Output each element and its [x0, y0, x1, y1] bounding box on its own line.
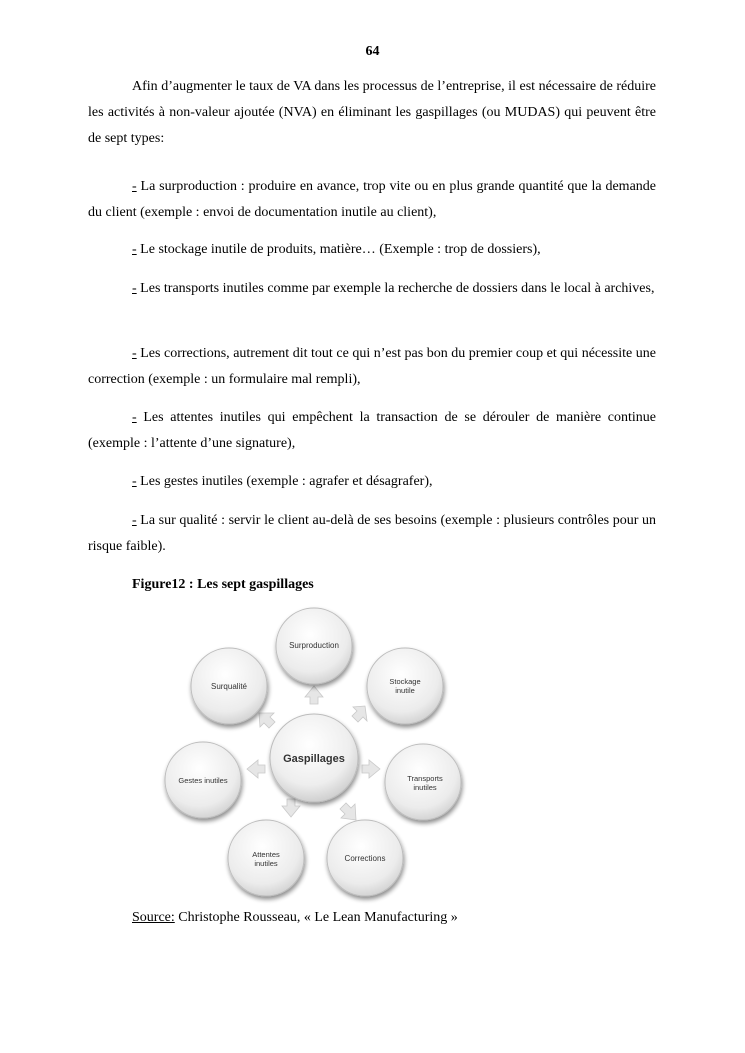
- source-label: Source:: [132, 910, 175, 925]
- label-corrections: Corrections: [344, 854, 386, 863]
- arrow-left-icon: [247, 760, 265, 778]
- label-gaspillages: Gaspillages: [283, 753, 345, 765]
- source-line: [132, 905, 458, 931]
- label-transports-1: Transports: [407, 774, 443, 783]
- list-item-text: Les gestes inutiles (exemple : agrafer et désagrafer),: [140, 474, 433, 489]
- label-stockage-1: Stockage: [389, 677, 421, 686]
- list-item-text: La surproduction : produire en avance, trop vite ou en plus grande quantité que la demande du client (exemple : envoi de documentation inutile au client),: [88, 179, 657, 220]
- arrow-down-icon: [282, 799, 300, 817]
- source-text: Christophe Rousseau, « Le Lean Manufacturing »: [174, 910, 458, 925]
- label-stockage-2: inutile: [395, 686, 415, 695]
- arrow-up-icon: [305, 686, 323, 704]
- label-transports-2: inutiles: [413, 783, 437, 792]
- label-attentes-2: inutiles: [254, 859, 278, 868]
- list-item-text: Les attentes inutiles qui empêchent la transaction de se dérouler de manière continue (exemple : l’attente d’une signature),: [88, 410, 657, 451]
- page-number: 64: [365, 44, 380, 59]
- list-item-text: Les transports inutiles comme par exemple la recherche de dossiers dans le local à archives,: [140, 281, 655, 296]
- label-attentes-1: Attentes: [252, 850, 280, 859]
- arrow-downright-icon: [340, 803, 356, 820]
- list-item-text: Le stockage inutile de produits, matière… (Exemple : trop de dossiers),: [140, 242, 541, 257]
- intro-paragraph: Afin d’augmenter le taux de VA dans les processus de l’entreprise, il est nécessaire de réduire les activités à non-valeur ajoutée (NVA) en éliminant les gaspillages (ou MUDAS) qui peuvent être de sept types:: [88, 79, 656, 146]
- bullet-dash: -: [132, 474, 137, 489]
- list-item-text: Les corrections, autrement dit tout ce qui n’est pas bon du premier coup et qui nécessite une correction (exemple : un formulaire mal rempli),: [88, 346, 656, 387]
- bullet-dash: -: [132, 179, 137, 194]
- bullet-dash: -: [132, 410, 137, 425]
- bullet-dash: -: [132, 346, 137, 361]
- arrow-right-icon: [362, 760, 380, 778]
- arrow-upleft-icon: [259, 713, 275, 728]
- arrow-upright-icon: [352, 706, 367, 722]
- label-gestes: Gestes inutiles: [178, 776, 228, 785]
- label-surproduction: Surproduction: [289, 641, 339, 650]
- figure-title: Figure12 : Les sept gaspillages: [132, 577, 314, 592]
- bullet-dash: -: [132, 513, 137, 528]
- list-item-text: La sur qualité : servir le client au-delà de ses besoins (exemple : plusieurs contrôles pour un risque faible).: [88, 513, 656, 554]
- bullet-dash: -: [132, 242, 137, 257]
- label-surqualite: Surqualité: [210, 682, 248, 691]
- bullet-dash: -: [132, 281, 137, 296]
